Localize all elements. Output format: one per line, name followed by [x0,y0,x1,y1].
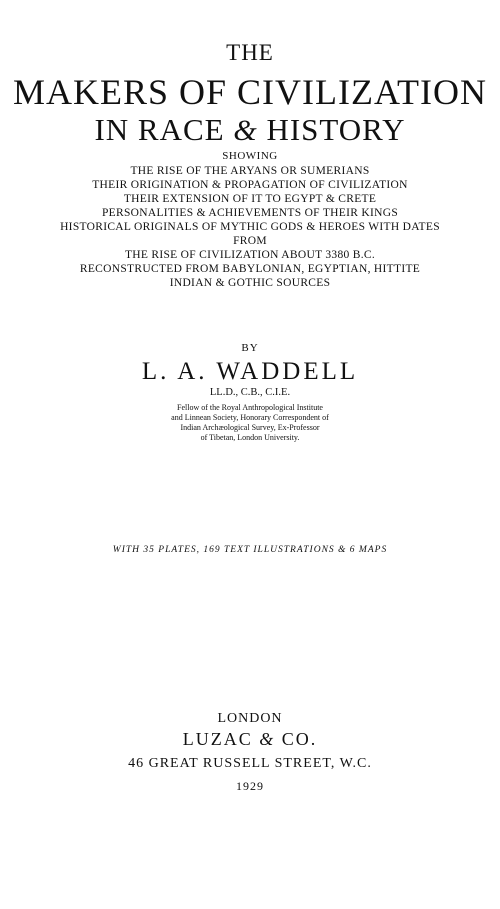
author-credential-line: Indian Archæological Survey, Ex-Professor [180,423,320,432]
showing-label: SHOWING [222,150,278,162]
author-credential-line: Fellow of the Royal Anthropological Institute [177,403,323,412]
title-ampersand: & [233,114,258,147]
imprint-publisher [0,729,500,750]
subtitle-line: FROM [233,235,267,247]
publisher-name: LUZAC [182,729,253,749]
by-label: BY [241,342,259,354]
imprint-year: 1929 [236,779,264,793]
imprint-address: 46 GREAT RUSSELL STREET, W.C. [128,756,372,771]
subtitle-line: THEIR EXTENSION OF IT TO EGYPT & CRETE [123,193,377,205]
author-name: L. A. WADDELL [141,358,359,385]
author-degrees: LL.D., C.B., C.I.E. [209,387,291,398]
title-the: THE [226,40,274,65]
illustrations-note: WITH 35 PLATES, 169 TEXT ILLUSTRATIONS & 6 MAPS [112,545,388,555]
subtitle-line: THE RISE OF THE ARYANS OR SUMERIANS [130,165,370,177]
subtitle-line: RECONSTRUCTED FROM BABYLONIAN, EGYPTIAN, HITTITE [79,263,421,275]
author-credential-line: of Tibetan, London University. [200,433,300,442]
publisher-suffix: CO. [281,729,318,749]
subtitle-line: PERSONALITIES & ACHIEVEMENTS OF THEIR KINGS [101,207,399,219]
subtitle-line: THEIR ORIGINATION & PROPAGATION OF CIVILIZATION [92,179,408,191]
imprint-city: LONDON [217,711,283,726]
subtitle-line: THE RISE OF CIVILIZATION ABOUT 3380 B.C. [124,249,376,261]
title-line-2-b: HISTORY [266,112,406,147]
subtitle-line: INDIAN & GOTHIC SOURCES [169,277,331,289]
title-line-1: MAKERS OF CIVILIZATION [13,72,487,112]
subtitle-line: HISTORICAL ORIGINALS OF MYTHIC GODS & HEROES WITH DATES [60,221,440,233]
title-line-2-a: IN RACE [94,112,225,147]
author-credential-line: and Linnean Society, Honorary Correspondent of [171,413,329,422]
title-line-2 [0,112,500,149]
publisher-ampersand: & [259,729,276,749]
